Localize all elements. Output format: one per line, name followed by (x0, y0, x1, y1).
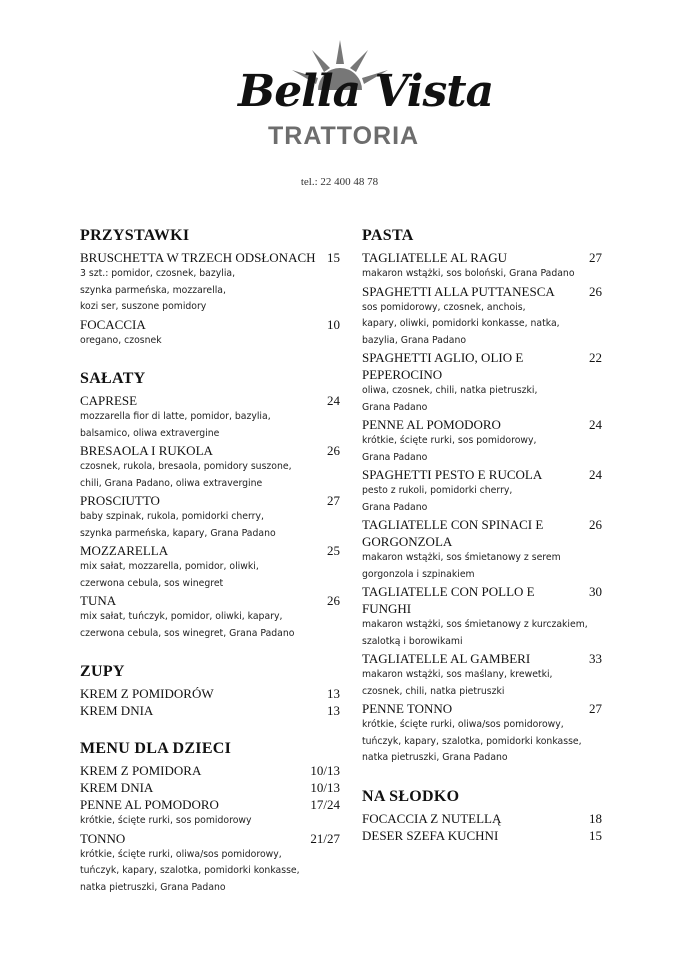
item-name: PENNE TONNO (362, 701, 453, 716)
item-name: TONNO (80, 830, 126, 846)
item-description: mozzarella fior di latte, pomidor, bazylia, (80, 411, 271, 422)
item-description: kozi ser, suszone pomidory (80, 301, 207, 312)
item-price: 17/24 (310, 797, 340, 812)
menu-item (362, 466, 602, 483)
menu-item (362, 283, 602, 300)
item-name: KREM Z POMIDORA (80, 763, 202, 778)
item-price: 27 (589, 701, 602, 716)
item-name: TAGLIATELLE CON SPINACI E GORGONZOLA (362, 517, 544, 549)
item-price: 18 (589, 810, 602, 826)
item-name: FOCACCIA (80, 316, 146, 332)
item-price: 21/27 (310, 830, 340, 846)
menu-section (80, 369, 340, 642)
logo-script-text: Bella Vista (238, 66, 494, 117)
menu-item (80, 702, 340, 719)
menu-item (362, 827, 602, 844)
item-description: sos pomidorowy, czosnek, anchois, (362, 301, 526, 313)
item-description: Grana Padano (362, 501, 428, 513)
menu-item (80, 392, 340, 409)
item-name: MOZZARELLA (80, 543, 169, 558)
item-price: 25 (327, 543, 340, 558)
section-title: NA SŁODKO (362, 787, 460, 805)
item-description: gorgonzola i szpinakiem (362, 568, 475, 580)
menu-item (80, 762, 340, 779)
item-price: 10/13 (310, 763, 340, 778)
menu-item (80, 442, 340, 459)
menu-item (80, 249, 340, 266)
item-price: 24 (589, 467, 602, 482)
item-description: baby szpinak, rukola, pomidorki cherry, (80, 511, 264, 522)
item-name: KREM DNIA (80, 780, 154, 795)
item-description: Grana Padano (362, 401, 428, 413)
item-description: natka pietruszki, Grana Padano (80, 881, 226, 893)
item-description: czerwona cebula, sos winegret, Grana Padano (80, 627, 295, 639)
item-description: krótkie, ścięte rurki, oliwa/sos pomidorowy, (362, 719, 564, 730)
item-description: chili, Grana Padano, oliwa extravergine (80, 477, 263, 489)
item-description: makaron wstążki, sos maślany, krewetki, (362, 669, 553, 680)
item-name: KREM DNIA (80, 703, 154, 718)
item-description: czerwona cebula, sos winegret (80, 577, 224, 589)
item-name: BRUSCHETTA W TRZECH ODSŁONACH (80, 250, 316, 265)
restaurant-logo (230, 36, 494, 156)
item-name: PENNE AL POMODORO (362, 417, 501, 432)
item-description: mix sałat, mozzarella, pomidor, oliwki, (80, 561, 259, 572)
item-description: 3 szt.: pomidor, czosnek, bazylia, (80, 268, 236, 279)
item-description: pesto z rukoli, pomidorki cherry, (362, 485, 513, 496)
item-price: 27 (327, 493, 340, 508)
item-price: 26 (327, 443, 340, 458)
item-name: DESER SZEFA KUCHNI (362, 827, 499, 843)
menu-section (362, 787, 602, 844)
item-description: balsamico, oliwa extravergine (80, 427, 220, 439)
item-name: KREM Z POMIDORÓW (80, 686, 214, 701)
item-price: 24 (327, 393, 340, 408)
menu-item (80, 796, 340, 813)
menu-item (362, 416, 602, 433)
menu-item (80, 592, 340, 609)
item-description: mix sałat, tuńczyk, pomidor, oliwki, kapary, (80, 611, 283, 622)
section-title: MENU DLA DZIECI (80, 740, 232, 757)
item-description: czosnek, rukola, bresaola, pomidory suszone, (80, 461, 292, 472)
section-title: SAŁATY (80, 370, 146, 387)
menu-item (80, 830, 340, 847)
menu-item (80, 685, 340, 702)
menu-item (80, 542, 340, 559)
item-price: 33 (589, 651, 602, 666)
item-description: Grana Padano (362, 451, 428, 463)
menu-section (80, 662, 340, 719)
item-price: 30 (589, 584, 602, 599)
menu-item (362, 516, 602, 550)
item-description: tuńczyk, kapary, szalotka, pomidorki konkasse, (362, 735, 582, 747)
item-price: 13 (327, 703, 340, 718)
item-description: czosnek, chili, natka pietruszki (362, 685, 505, 697)
item-description: kapary, oliwki, pomidorki konkasse, natka, (362, 318, 560, 329)
item-description: oregano, czosnek (80, 334, 162, 346)
menu-item (80, 492, 340, 509)
menu-column-right (362, 226, 602, 864)
item-name: SPAGHETTI PESTO E RUCOLA (362, 467, 543, 482)
item-price: 10/13 (310, 780, 340, 795)
item-description: szalotką i borowikami (362, 635, 463, 647)
item-price: 10 (327, 316, 340, 332)
item-description: szynka parmeńska, mozzarella, (80, 284, 226, 296)
item-description: tuńczyk, kapary, szalotka, pomidorki konkasse, (80, 865, 300, 876)
item-price: 26 (589, 517, 602, 532)
menu-item (80, 316, 340, 333)
item-name: CAPRESE (80, 393, 138, 408)
menu-section (80, 226, 340, 349)
section-title: PASTA (362, 227, 414, 244)
section-title: ZUPY (80, 663, 125, 680)
item-description: makaron wstążki, sos boloński, Grana Padano (362, 268, 575, 279)
menu-item (362, 650, 602, 667)
item-description: natka pietruszki, Grana Padano (362, 752, 508, 763)
item-description: bazylia, Grana Padano (362, 334, 467, 346)
menu-section (80, 739, 340, 896)
item-name: TAGLIATELLE AL GAMBERI (362, 651, 531, 666)
item-name: TAGLIATELLE CON POLLO E FUNGHI (362, 584, 535, 616)
item-description: makaron wstążki, sos śmietanowy z serem (362, 552, 561, 563)
item-description: oliwa, czosnek, chili, natka pietruszki, (362, 385, 538, 396)
item-name: PENNE AL POMODORO (80, 797, 219, 812)
menu-section (362, 226, 602, 767)
logo-subtitle: TRATTORIA (268, 122, 420, 150)
menu-item (80, 779, 340, 796)
menu-item (362, 583, 602, 617)
menu-item (362, 349, 602, 383)
item-description: makaron wstążki, sos śmietanowy z kurczakiem, (362, 619, 588, 630)
item-description: krótkie, ścięte rurki, sos pomidorowy, (362, 435, 537, 446)
menu-header (0, 0, 679, 200)
item-price: 13 (327, 686, 340, 701)
item-name: FOCACCIA Z NUTELLĄ (362, 810, 502, 826)
item-price: 24 (589, 417, 602, 432)
phone-number: tel.: 22 400 48 78 (300, 176, 379, 188)
item-price: 26 (589, 283, 602, 299)
item-description: krótkie, ścięte rurki, sos pomidorowy (80, 815, 252, 826)
menu-column-left (80, 226, 340, 916)
menu-item (362, 249, 602, 266)
item-price: 26 (327, 593, 340, 608)
item-name: PROSCIUTTO (80, 493, 160, 508)
menu-item (362, 810, 602, 827)
item-name: BRESAOLA I RUKOLA (80, 443, 213, 458)
item-name: SPAGHETTI AGLIO, OLIO E PEPEROCINO (362, 350, 524, 382)
item-description: krótkie, ścięte rurki, oliwa/sos pomidorowy, (80, 848, 282, 860)
item-name: SPAGHETTI ALLA PUTTANESCA (362, 283, 555, 299)
section-title: PRZYSTAWKI (80, 227, 190, 244)
menu-item (362, 700, 602, 717)
item-description: szynka parmeńska, kapary, Grana Padano (80, 527, 276, 539)
item-price: 22 (589, 350, 602, 365)
item-name: TAGLIATELLE AL RAGU (362, 250, 508, 265)
item-price: 15 (589, 827, 602, 843)
item-price: 15 (327, 250, 340, 265)
item-name: TUNA (80, 593, 117, 608)
item-price: 27 (589, 250, 602, 265)
